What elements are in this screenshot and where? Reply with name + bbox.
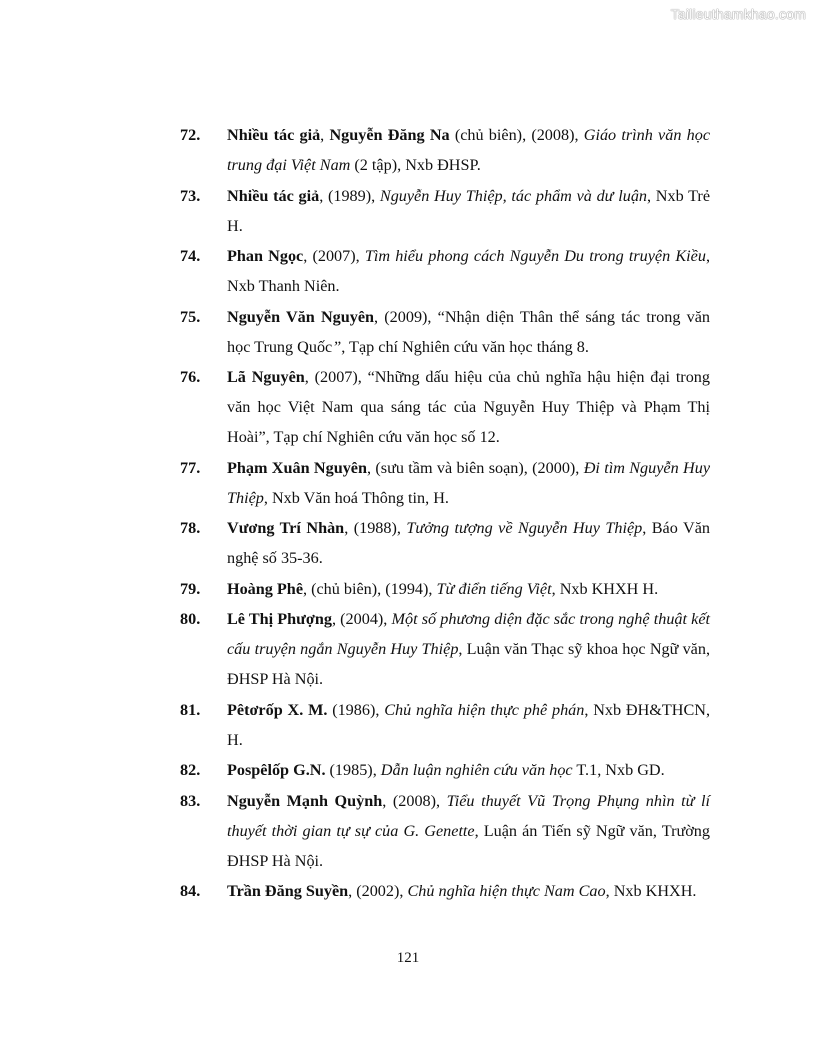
reference-number: 79. bbox=[180, 579, 201, 598]
reference-detail: , Luận văn Thạc sỹ khoa học Ngữ văn, ĐHSP Hà Nội. bbox=[227, 640, 711, 688]
reference-text bbox=[227, 241, 710, 301]
reference-text bbox=[227, 786, 710, 876]
reference-detail: T.1, Nxb GD. bbox=[572, 761, 665, 779]
reference-entry bbox=[180, 876, 710, 906]
reference-text bbox=[227, 453, 710, 513]
reference-detail: (1986), bbox=[327, 700, 385, 719]
reference-title: Đi tìm Nguyễn Huy Thiệp bbox=[227, 458, 710, 507]
reference-number: 81. bbox=[180, 700, 201, 719]
reference-text bbox=[227, 513, 710, 573]
reference-entry bbox=[180, 604, 710, 694]
reference-number: 74. bbox=[180, 247, 201, 265]
reference-entry bbox=[180, 695, 710, 755]
reference-detail: , Nxb Văn hoá Thông tin, H. bbox=[263, 488, 449, 507]
reference-detail: , (2004), bbox=[331, 610, 392, 628]
reference-detail: (chủ biên), (2008), bbox=[449, 126, 584, 144]
reference-title: ” bbox=[332, 337, 342, 356]
reference-author: Nhiều tác giả bbox=[227, 126, 321, 144]
reference-title: Giáo trình văn học trung đại Việt Nam bbox=[227, 126, 710, 174]
reference-detail: , (2002), bbox=[348, 882, 408, 900]
reference-text bbox=[227, 574, 710, 604]
reference-number: 76. bbox=[180, 368, 201, 386]
reference-detail: (1985), bbox=[325, 761, 381, 779]
reference-entry bbox=[180, 453, 710, 513]
reference-entry bbox=[180, 574, 710, 604]
reference-author: Vương Trí Nhàn bbox=[227, 519, 345, 537]
reference-entry bbox=[180, 120, 710, 180]
reference-number: 75. bbox=[180, 307, 201, 326]
reference-detail: (2 tập), Nxb ĐHSP. bbox=[350, 156, 481, 174]
reference-text bbox=[227, 695, 710, 755]
reference-title: Dẫn luận nghiên cứu văn học bbox=[380, 761, 573, 779]
reference-title: Chủ nghĩa hiện thực phê phán bbox=[384, 700, 585, 719]
reference-entry bbox=[180, 241, 710, 301]
reference-text bbox=[227, 302, 710, 362]
reference-detail: , (1988), bbox=[344, 519, 407, 537]
reference-title: Tiểu thuyết Vũ Trọng Phụng nhìn từ lí thuyết thời gian tự sự của G. Genette bbox=[227, 791, 711, 840]
reference-author: Nguyễn Văn Nguyên bbox=[227, 307, 375, 326]
reference-detail: , Nxb Trẻ H. bbox=[227, 186, 711, 235]
reference-author: Nguyễn Mạnh Quỳnh bbox=[227, 791, 383, 810]
reference-detail: , Tạp chí Nghiên cứu văn học tháng 8. bbox=[341, 337, 589, 356]
reference-entry bbox=[180, 181, 710, 241]
reference-entry bbox=[180, 513, 710, 573]
reference-number: 80. bbox=[180, 610, 201, 628]
reference-title: Một số phương diện đặc sắc trong nghệ thuật kết cấu truyện ngắn Nguyễn Huy Thiệp bbox=[227, 610, 711, 658]
reference-detail: , Luận án Tiến sỹ Ngữ văn, Trường ĐHSP Hà Nội. bbox=[227, 821, 710, 870]
reference-detail: , bbox=[320, 126, 330, 144]
reference-detail: , (2009), “Nhận diện Thân thể sáng tác trong văn học Trung Quốc bbox=[227, 307, 710, 356]
reference-entry bbox=[180, 755, 710, 785]
reference-title: Từ điển tiếng Việt bbox=[436, 579, 552, 598]
reference-author: Trần Đăng Suyền bbox=[227, 882, 349, 900]
reference-author: Phan Ngọc bbox=[227, 247, 304, 265]
reference-author: Nhiều tác giả bbox=[227, 186, 320, 205]
reference-author: Lã Nguyên bbox=[227, 368, 305, 386]
reference-detail: , Báo Văn nghệ số 35-36. bbox=[227, 519, 710, 567]
reference-number: 77. bbox=[180, 458, 201, 477]
reference-text bbox=[227, 362, 710, 452]
reference-text bbox=[227, 181, 710, 241]
reference-author: Nguyễn Đăng Na bbox=[329, 126, 450, 144]
reference-author: Hoàng Phê bbox=[227, 579, 303, 598]
reference-detail: , (chủ biên), (1994), bbox=[303, 579, 437, 598]
reference-text bbox=[227, 876, 710, 906]
reference-detail: , Nxb KHXH H. bbox=[551, 579, 659, 598]
reference-text bbox=[227, 120, 710, 180]
reference-title: Nguyễn Huy Thiệp, tác phẩm và dư luận bbox=[379, 186, 648, 205]
reference-text bbox=[227, 755, 710, 785]
reference-detail: , Nxb Thanh Niên. bbox=[227, 247, 710, 295]
reference-detail: , (2007), “Những dấu hiệu của chủ nghĩa hậu hiện đại trong văn học Việt Nam qua sáng tác của Nguyễn Huy Thiệp và Phạm Thị Hoài”, Tạp chí Nghiên cứu văn học số 12. bbox=[227, 368, 710, 446]
reference-number: 72. bbox=[180, 126, 201, 144]
reference-detail: , (2008), bbox=[382, 791, 447, 810]
reference-detail: , (2007), bbox=[303, 247, 365, 265]
reference-detail: , Nxb ĐH&THCN, H. bbox=[227, 700, 710, 749]
reference-entry bbox=[180, 786, 710, 876]
reference-number: 82. bbox=[180, 761, 201, 779]
reference-author: Lê Thị Phượng bbox=[227, 610, 332, 628]
reference-entry bbox=[180, 362, 710, 452]
reference-number: 83. bbox=[180, 791, 201, 810]
reference-author: Pospêlốp G.N. bbox=[227, 761, 326, 779]
reference-number: 78. bbox=[180, 519, 201, 537]
reference-number: 73. bbox=[180, 186, 201, 205]
reference-author: Phạm Xuân Nguyên bbox=[227, 458, 367, 477]
reference-detail: , (1989), bbox=[319, 186, 380, 205]
reference-number: 84. bbox=[180, 882, 201, 900]
reference-title: Tưởng tượng về Nguyễn Huy Thiệp bbox=[406, 519, 643, 537]
reference-detail: , Nxb KHXH. bbox=[605, 882, 697, 900]
reference-entry bbox=[180, 302, 710, 362]
reference-text bbox=[227, 604, 710, 694]
reference-title: Chủ nghĩa hiện thực Nam Cao bbox=[407, 882, 606, 900]
reference-title: Tìm hiểu phong cách Nguyễn Du trong truyện Kiều bbox=[364, 247, 706, 265]
reference-list bbox=[180, 120, 710, 907]
watermark-text: Tailieuthamkhao.com bbox=[670, 6, 806, 22]
page-number: 121 bbox=[396, 950, 420, 966]
reference-detail: , (sưu tầm và biên soạn), (2000), bbox=[367, 458, 584, 477]
reference-author: Pêtơrốp X. M. bbox=[227, 700, 328, 719]
